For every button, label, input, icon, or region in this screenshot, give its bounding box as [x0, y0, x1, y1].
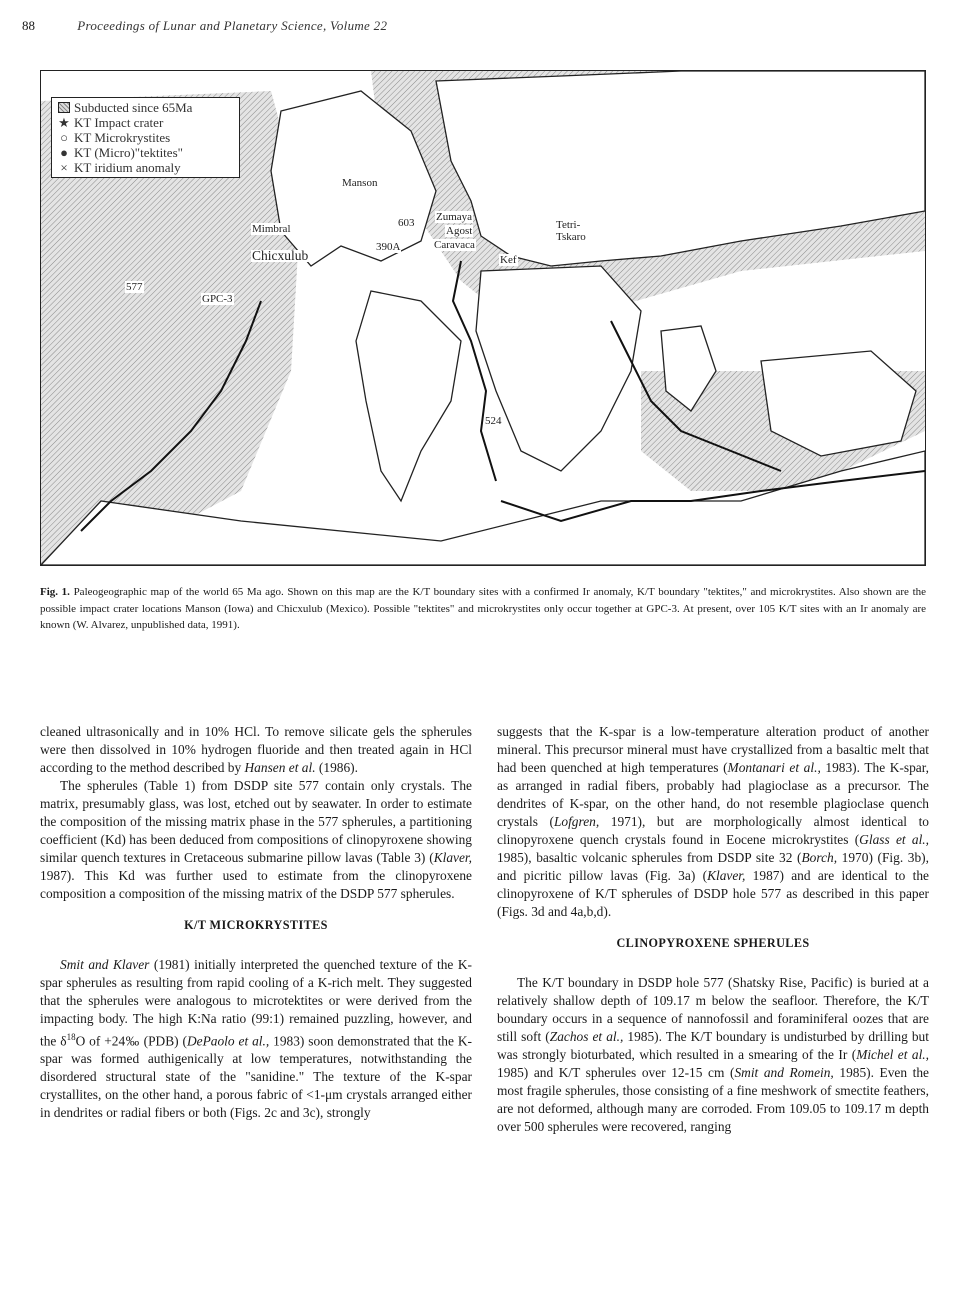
page-number: 88 — [22, 18, 35, 33]
citation: Michel et al., — [856, 1047, 929, 1062]
legend-row — [57, 115, 234, 130]
label-manson: Manson — [342, 177, 378, 189]
right-column — [497, 723, 929, 1136]
open-circle-icon: ○ — [60, 130, 68, 145]
figure-caption — [40, 584, 926, 634]
paragraph: Smit and Klaver (1981) initially interpreted the quenched texture of the K-spar spherules as resulting from rapid cooling of a K-rich melt. They suggested that the spherules were analogous to microtektites or were derived from the impacting body. The high K:Na ratio (99:1) remained puzzling, however, and the $\delta^{18}O$ of +24‰ (PDB) (DePaolo et al., 1983) soon demonstrated that the K-spar was formed authigenically at low temperatures, notwithstanding the disordered structural state of the "sanidine." The texture of the K-spar crystallites, on the other hand, a porous fabric of <1-μm crystals arranged either in dendrites or radial fibers or both (Figs. 2c and 3c), strongly — [40, 957, 472, 1121]
label-chicxulub: Chicxulub — [252, 248, 309, 263]
south-america — [356, 291, 461, 501]
citation: Hansen et al. — [244, 760, 316, 775]
section-heading: K/T MICROKRYSTITES — [184, 918, 328, 932]
legend-label: KT (Micro)"tektites" — [74, 145, 183, 160]
running-head — [22, 18, 387, 34]
legend-label: KT iridium anomaly — [74, 160, 181, 175]
citation: Klaver, — [707, 868, 746, 883]
label-site-603: 603 — [398, 217, 415, 229]
label-tetri: Tetri- — [556, 219, 581, 231]
legend-label: Subducted since 65Ma — [74, 100, 193, 115]
label-site-577: 577 — [126, 281, 143, 293]
paragraph: The spherules (Table 1) from DSDP site 577 contain only crystals. The matrix, presumably glass, was lost, etched out by seawater. In order to estimate the composition of the missing matrix phase in the 577 spherules, a partitioning coefficient (Kd) has been deduced from compositions of clinopyroxene showing similar quench textures in Cretaceous submarine pillow lavas (Table 3) (Klaver, 1987). This Kd was further used to estimate from the clinopyroxene composition a composition of the missing matrix of the DSDP 577 spherules. — [40, 778, 472, 901]
star-icon: ★ — [58, 115, 70, 130]
caption-label: Fig. 1. — [40, 586, 70, 598]
legend-label: KT Microkrystites — [74, 130, 171, 145]
cross-icon: × — [60, 160, 68, 175]
label-agost: Agost — [446, 225, 473, 237]
citation: Lofgren, — [553, 814, 600, 829]
legend-label: KT Impact crater — [74, 115, 164, 130]
label-gpc3: GPC-3 — [202, 293, 233, 305]
label-kef: Kef — [500, 254, 517, 266]
legend-row — [57, 100, 234, 115]
label-site-390a: 390A — [376, 241, 401, 253]
paragraph: cleaned ultrasonically and in 10% HCl. To remove silicate gels the spherules were then dissolved in 10% hydrogen fluoride and then treated again in HCl according to the method described by Hansen et al. (1986). — [40, 724, 472, 775]
journal-title: Proceedings of Lunar and Planetary Science, Volume 22 — [77, 18, 388, 33]
subduction-pattern-icon — [57, 100, 71, 115]
section-heading: CLINOPYROXENE SPHERULES — [616, 936, 810, 950]
citation: Montanari et al., — [727, 760, 821, 775]
label-tskaro: Tskaro — [556, 231, 586, 243]
citation: Glass et al., — [859, 832, 929, 847]
citation: Smit and Klaver — [60, 957, 150, 972]
map-legend — [51, 97, 240, 178]
caption-text: Paleogeographic map of the world 65 Ma ago. Shown on this map are the K/T boundary sites with a confirmed Ir anomaly, K/T boundary "tektites," and microkrystites. Also shown are the possible impact crater locations Manson (Iowa) and Chicxulub (Mexico). Possible "tektites" and microkrystites only occur together at GPC-3. At present, over 105 K/T sites with an Ir anomaly are known (W. Alvarez, unpublished data, 1991). — [40, 586, 927, 631]
paragraph: suggests that the K-spar is a low-temperature alteration product of another mineral. This precursor mineral must have crystallized from a basaltic melt that had been quenched at high temperatures (Montanari et al., 1983). The K-spar, as arranged in radial fibers, probably had plagioclase as a precursor. The dendrites of K-spar, on the other hand, do not resemble plagioclase quench crystals (Lofgren, 1971), but are morphologically almost identical to clinopyroxene quench crystals found in Eocene microkrystites (Glass et al., 1985), basaltic volcanic spherules from DSDP site 32 (Borch, 1970) (Fig. 3b), and picritic pillow lavas (Fig. 3a) (Klaver, 1987) and are identical to the clinopyroxene of K/T spherules of DSDP hole 577 as described in this paper (Figs. 3d and 4a,b,d). — [497, 724, 930, 919]
citation: Klaver, — [433, 850, 472, 865]
legend-row — [57, 130, 234, 145]
paragraph: The K/T boundary in DSDP hole 577 (Shatsky Rise, Pacific) is buried at a relatively shallow depth of 109.17 m below the seafloor. Therefore, the K/T boundary occurs in a sequence of nannofossil and foraminiferal oozes that are still soft (Zachos et al., 1985). The K/T boundary is undisturbed by drilling but was strongly bioturbated, which resulted in a smearing of the Ir (Michel et al., 1985) and K/T spherules over 12-15 cm (Smit and Romein, 1985). Even the most fragile spherules, those consisting of a fine meshwork of smectite feathers, are not deformed, although many are corroded. From 109.05 to 109.17 m depth over 500 spherules were recovered, ranging — [497, 975, 930, 1134]
africa — [476, 266, 641, 471]
paleogeographic-map — [40, 70, 926, 566]
citation: Zachos et al., — [549, 1029, 624, 1044]
filled-circle-icon: ● — [60, 145, 68, 160]
left-column — [40, 723, 472, 1122]
label-caravaca: Caravaca — [434, 239, 475, 251]
label-zumaya: Zumaya — [436, 211, 473, 223]
citation: Borch, — [801, 850, 838, 865]
label-mimbral: Mimbral — [252, 223, 291, 235]
citation: DePaolo et al., — [187, 1033, 270, 1049]
citation: Smit and Romein, — [734, 1065, 834, 1080]
legend-row — [57, 145, 234, 160]
legend-row — [57, 160, 234, 175]
label-site-524: 524 — [485, 415, 502, 427]
